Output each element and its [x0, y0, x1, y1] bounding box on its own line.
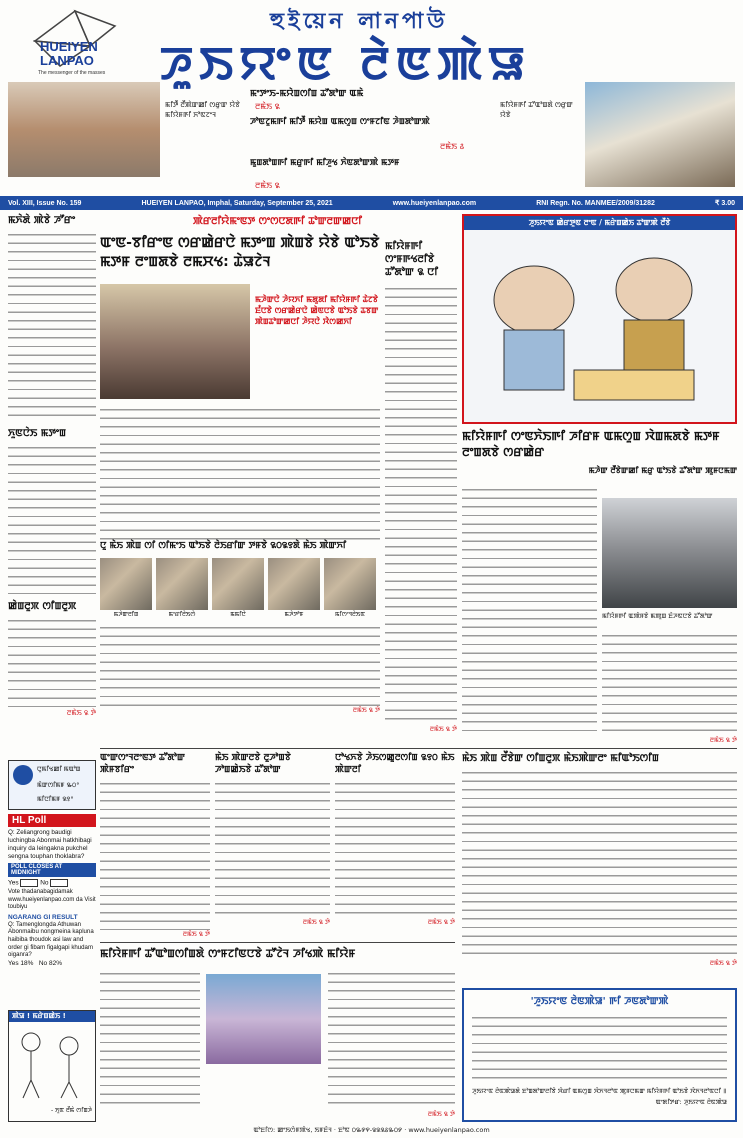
poll-result-yes: Yes 18%	[8, 959, 34, 967]
right-photo	[602, 498, 737, 608]
top-story-2-ref: ꯂꯃꯥꯏ ꯴	[440, 142, 465, 151]
title-meitei: ꯍꯨꯏꯌꯦꯟ ꯂꯥꯟꯄꯥꯎ	[160, 36, 532, 90]
website-link[interactable]: www.hueiyenlanpao.com	[392, 199, 477, 207]
second-headline: ꯃꯤꯌꯥꯝꯒꯤ ꯁꯦꯝꯒꯠꯂꯤꯕꯥ ꯊꯧꯗꯣꯛ ꯲ ꯅꯤ	[385, 241, 439, 278]
poll-results	[8, 960, 96, 967]
weather-icon	[13, 765, 33, 785]
right-body-1	[462, 486, 597, 736]
students-photos	[100, 558, 380, 618]
poll-no-checkbox[interactable]	[50, 879, 68, 887]
lower-col-3-ref: ꯂꯃꯥꯏ ꯲ ꯇꯥ	[427, 918, 455, 926]
lower-col-1-body	[100, 780, 210, 930]
student-name-3: ꯃꯃꯤꯅꯥ	[230, 611, 246, 618]
brand-name: HUEIYEN LANPAO	[40, 39, 98, 68]
poll-vote-text[interactable]: Vote thadanabagidamak www.hueiyenlanpao.com da Visit toubiyu	[8, 889, 96, 911]
brand-tagline: The messenger of the masses	[38, 70, 106, 76]
poll-result-question: Q: Tamenglongda Athuwan Abonmaibu nongmeina kapluna haibiba thoudok asi law and order gi fibam figalgapi khudam oiganra?	[8, 920, 94, 959]
cartoon-panel	[462, 214, 737, 424]
left-head-2: ꯈꯨꯟꯅꯥꯏ ꯃꯇꯦꯡ	[8, 428, 67, 439]
student-3	[212, 558, 264, 618]
left-text-2	[8, 444, 96, 594]
title-bengali: হুইয়েন লানপাউ	[270, 8, 449, 34]
lead-photo	[100, 284, 250, 399]
lower-col-4-body	[462, 769, 737, 959]
bottom-headline: ꯃꯤꯌꯥꯝꯒꯤ ꯊꯧꯑꯣꯡꯁꯤꯡꯗꯥ ꯁꯦꯝꯖꯤꯟꯅꯕꯥ ꯊꯧꯖꯥꯜ ꯍꯤꯠꯄꯥ ꯃꯤꯌꯥꯝ	[100, 947, 356, 960]
cartoon-illustration	[464, 230, 735, 418]
lead-body	[100, 406, 380, 541]
rni-number: RNI Regn. No. MANMEE/2009/31282	[536, 199, 655, 207]
student-1	[100, 558, 152, 618]
left-cartoon	[8, 1010, 96, 1122]
editorial-body: ꯍꯨꯏꯌꯦꯟ ꯂꯥꯟꯄꯥꯎꯗꯥ ꯐꯣꯡꯗꯣꯛꯂꯤꯕꯥ ꯋꯥꯔꯤ ꯑꯃꯁꯨꯡ ꯋꯥꯈꯜꯂꯣꯟ ꯄꯨꯝꯅꯃꯛ ꯃꯤꯌꯥꯝꯒꯤ ꯑꯣꯏꯕꯥ ꯋꯥꯈꯜꯂꯣꯟꯅꯤ ꯫	[472, 1088, 727, 1095]
student-name-4: ꯃꯍꯥꯇꯣꯝ	[284, 611, 304, 618]
bottom-story	[100, 946, 455, 1122]
poll-question: Q: Zeliangrong baudigi luchingba Abonmai hatkhibagi inquiry da leingakna pukchel sengna touphan thoklabra?	[8, 829, 92, 860]
poll-yes-label: Yes	[8, 879, 19, 887]
student-name-2: ꯃꯦꯔꯤꯂꯥꯏꯁꯥ	[168, 611, 196, 618]
student-5	[324, 558, 376, 618]
lead-kicker: ꯄꯥꯔꯂꯤꯌꯥꯃꯦꯟꯇ ꯁꯦꯁꯅꯗꯒꯤ ꯊꯣꯛꯂꯛꯀꯅꯤ	[193, 216, 362, 227]
top-story-1: ꯃꯦꯇꯦꯏ-ꯃꯌꯥꯡꯁꯤꯡ ꯊꯧꯗꯣꯛ ꯑꯃꯥ	[250, 89, 364, 99]
editorial-title: 'ꯍꯨꯏꯌꯦꯟ ꯂꯥꯟꯄꯥꯎ' ꯒꯤ ꯍꯟꯗꯣꯛꯄꯥ	[530, 996, 669, 1007]
poll-result-no: No 82%	[38, 959, 62, 967]
lower-col-1	[100, 752, 210, 940]
lead-quote: ꯃꯍꯥꯛꯅꯥ ꯍꯥꯌꯈꯤ ꯃꯗꯨꯗꯤ ꯃꯤꯌꯥꯝꯒꯤ ꯊꯥꯖꯕꯥ ꯐꯪꯅꯕꯥ ꯁꯔꯀꯥꯔꯅꯥ ꯀꯥꯟꯅꯕꯥ ꯑꯣꯏꯕꯥ ꯊꯕꯛ ꯄꯥꯡꯊꯣꯛꯀꯅꯤ ꯍꯥꯌꯅꯥ ꯋꯥꯁꯀꯈꯤ	[255, 295, 379, 326]
second-body	[385, 285, 457, 725]
editorial-lines	[472, 1014, 727, 1086]
hl-poll	[8, 814, 96, 1004]
left-cartoon-credit: - ꯈꯨꯟ ꯂꯩꯃꯥ ꯁꯤꯡꯍꯥ	[51, 1107, 92, 1114]
left-ref: ꯂꯃꯥꯏ ꯲ ꯇꯥ	[66, 709, 96, 717]
students-ref: ꯂꯃꯥꯏ ꯲ ꯇꯥ	[352, 706, 380, 714]
students-story	[100, 540, 380, 735]
top-story-1-ref: ꯂꯃꯥꯏ ꯲	[255, 102, 280, 111]
left-head-1: ꯃꯈꯥꯗꯥ ꯄꯥꯕꯥ ꯍꯧꯔꯦ	[8, 215, 76, 226]
lower-col-3-body	[335, 780, 455, 918]
lower-col-1-ref: ꯂꯃꯥꯏ ꯲ ꯇꯥ	[182, 930, 210, 938]
bottom-body-2	[328, 970, 455, 1110]
poll-options	[8, 879, 96, 887]
cartoon-figures-icon	[9, 1022, 95, 1102]
bottom-body-1	[100, 970, 200, 1110]
top-right-caption: ꯃꯤꯌꯥꯝꯒꯤ ꯊꯧꯑꯣꯡꯗꯥ ꯁꯔꯨꯛ ꯌꯥꯕꯥ	[500, 101, 573, 119]
weather-box	[8, 760, 96, 810]
left-text-3	[8, 617, 96, 707]
bottom-photo	[206, 974, 321, 1064]
left-cartoon-head: ꯄꯥꯎ ! ꯃꯔꯥꯡꯀꯥꯏ !	[9, 1011, 95, 1022]
student-2	[156, 558, 208, 618]
top-right-photo	[585, 82, 735, 187]
top-left-photo	[8, 82, 160, 177]
lower-col-1-head: ꯑꯦꯛꯁꯦꯜꯂꯦꯟꯇ ꯊꯧꯗꯣꯛ ꯄꯥꯝꯕꯤꯔꯦ	[100, 753, 185, 775]
poll-closes: POLL CLOSES AT MIDNIGHT	[8, 863, 96, 877]
price: ₹ 3.00	[714, 200, 735, 207]
poll-title: HL Poll	[8, 814, 96, 827]
lower-col-3-head: ꯅꯣꯠꯈꯕꯥ ꯍꯥꯏꯁꯀꯨꯂꯁꯤꯡ ꯲꯱꯰ ꯃꯥꯏ ꯄꯥꯛꯂꯤ	[335, 753, 455, 775]
left-head-3: ꯀꯥꯡꯂꯨꯞ ꯁꯤꯡꯂꯨꯞ	[8, 601, 77, 612]
poll-result-head: NGARANG GI RESULT	[8, 913, 78, 921]
student-name-1: ꯃꯍꯥꯛꯂꯤꯡ	[113, 611, 139, 618]
students-headline: ꯅꯨ ꯃꯥꯏ ꯄꯥꯡ ꯁꯤ ꯁꯤꯃꯦꯏ ꯑꯣꯏꯕꯥ ꯂꯥꯏꯔꯤꯛ ꯇꯝꯕꯥ ꯲꯰꯲꯱ꯗꯥ ꯃꯥꯏ ꯄꯥꯛꯈꯤ	[100, 541, 347, 551]
left-text-1	[8, 231, 96, 421]
lower-col-2-ref: ꯂꯃꯥꯏ ꯲ ꯇꯥ	[302, 918, 330, 926]
right-photo-caption: ꯃꯤꯌꯥꯝꯒꯤ ꯑꯄꯥꯝꯕꯥ ꯃꯄꯨꯡ ꯐꯥꯍꯟꯅꯕꯥ ꯊꯧꯗꯣꯛ	[602, 612, 713, 620]
weather-min: ꯃꯤꯅꯤꯃꯝ ꯲꯱°	[37, 795, 74, 803]
lower-col-4	[462, 752, 737, 984]
bottom-rule	[100, 942, 455, 943]
right-subhead: ꯃꯍꯥꯛ ꯂꯩꯕꯥꯛꯀꯤ ꯃꯔꯨ ꯑꯣꯏꯕꯥ ꯊꯧꯗꯣꯛ ꯄꯨꯝꯅꯃꯛ	[588, 466, 737, 475]
top-story-3: ꯃꯨꯡꯗꯣꯡꯒꯤ ꯃꯔꯨꯒꯤ ꯃꯤꯍꯨꯠ ꯈꯥꯟꯗꯣꯛꯄꯥ ꯃꯇꯝ	[250, 158, 400, 168]
top-story-3-ref: ꯂꯃꯥꯏ ꯲	[255, 181, 280, 190]
lower-row-rule	[100, 748, 737, 749]
student-name-5: ꯃꯤꯁꯦꯜꯂꯥꯏꯟ	[335, 611, 365, 618]
dateline: HUEIYEN LANPAO, Imphal, Saturday, September 25, 2021	[141, 199, 333, 207]
poll-no-label: No	[40, 879, 49, 887]
lead-headline: ꯑꯦꯟ-ꯕꯤꯔꯦꯟ ꯁꯔꯀꯥꯔꯅꯥ ꯃꯇꯦꯡ ꯄꯥꯡꯕꯥ ꯌꯥꯕꯥ ꯑꯣꯏꯕꯥ ꯃꯇꯝ ꯂꯦꯡꯗꯕꯥ ꯂꯃꯆꯠ: ꯊꯥꯎꯖꯥꯜ	[100, 235, 380, 270]
top-story-2: ꯍꯣꯟꯖꯨꯃꯒꯤ ꯃꯤꯇꯩ ꯃꯌꯥꯡ ꯑꯃꯁꯨꯡ ꯁꯦꯝꯖꯤꯟ ꯍꯥꯡꯗꯣꯛꯄꯥ	[250, 117, 430, 127]
lower-col-2	[215, 752, 330, 940]
page-footer: ꯑꯣꯐꯤꯁ: ꯀꯦꯏꯁꯥꯝꯄꯥꯠ, ꯏꯝꯐꯥꯜ · ꯐꯣꯟ ꯰꯳꯸꯵-꯲꯲꯲꯴꯳꯰꯸ · www.hueiyenlanpao.com	[253, 1126, 490, 1134]
issue-infobar	[0, 196, 743, 210]
right-body-2	[602, 632, 737, 732]
lower-col-3	[335, 752, 455, 940]
editorial-box	[462, 988, 737, 1122]
lower-col-2-body	[215, 780, 330, 918]
lower-col-2-head: ꯃꯥꯏ ꯄꯥꯛꯂꯕꯥ ꯂꯨꯍꯣꯡꯕꯥ ꯍꯣꯡꯀꯥꯏꯕꯥ ꯊꯧꯗꯣꯛ	[215, 753, 291, 775]
poll-yes-checkbox[interactable]	[20, 879, 38, 887]
students-body	[100, 624, 380, 706]
masthead	[0, 0, 743, 195]
lower-col-4-head: ꯃꯥꯏ ꯄꯥꯡ ꯂꯩꯕꯥꯛ ꯁꯤꯡꯂꯨꯞ ꯃꯥꯏꯄꯥꯛꯂꯦ ꯃꯤꯑꯣꯏꯁꯤꯡ	[462, 753, 659, 764]
right-story	[462, 428, 737, 748]
lower-col-4-ref: ꯂꯃꯥꯏ ꯲ ꯇꯥ	[709, 959, 737, 967]
student-4	[268, 558, 320, 618]
cartoon-header: ꯍꯨꯏꯌꯦꯟ ꯀꯥꯔꯇꯨꯟ ꯂꯦꯟ / ꯃꯔꯥꯡꯀꯥꯏ ꯊꯣꯛꯄꯥ ꯂꯩꯕꯥ	[464, 216, 735, 230]
editorial-footer: ꯑꯦꯗꯤꯇꯔ: ꯍꯨꯏꯌꯦꯟ ꯂꯥꯟꯄꯥꯎ	[655, 1099, 727, 1106]
top-left-caption: ꯃꯤꯇꯩ ꯂꯩꯄꯥꯛꯀꯤ ꯁꯔꯨꯛ ꯌꯥꯕꯥ ꯃꯤꯌꯥꯝꯒꯤ ꯈꯣꯟꯖꯦꯜ	[165, 101, 240, 119]
weather-max: ꯃꯥꯛꯁꯤꯃꯝ ꯳꯰°	[37, 781, 80, 789]
second-ref: ꯂꯃꯥꯏ ꯲ ꯇꯥ	[429, 725, 457, 733]
bottom-ref: ꯂꯃꯥꯏ ꯲ ꯇꯥ	[427, 1110, 455, 1118]
right-ref: ꯂꯃꯥꯏ ꯲ ꯇꯥ	[709, 736, 737, 744]
second-story	[385, 240, 457, 740]
weather-label: ꯅꯨꯃꯤꯠꯀꯤ ꯃꯑꯣꯡ	[37, 765, 81, 773]
right-headline: ꯃꯤꯌꯥꯝꯒꯤ ꯁꯦꯟꯈꯥꯏꯒꯤ ꯍꯤꯔꯝ ꯑꯃꯁꯨꯡ ꯋꯥꯡꯃꯗꯕꯥ ꯃꯇꯝ ꯂꯦꯡꯗꯕꯥ ꯁꯔꯀꯥꯔ	[462, 429, 720, 459]
volume-issue: Vol. XIII, Issue No. 159	[8, 199, 82, 207]
